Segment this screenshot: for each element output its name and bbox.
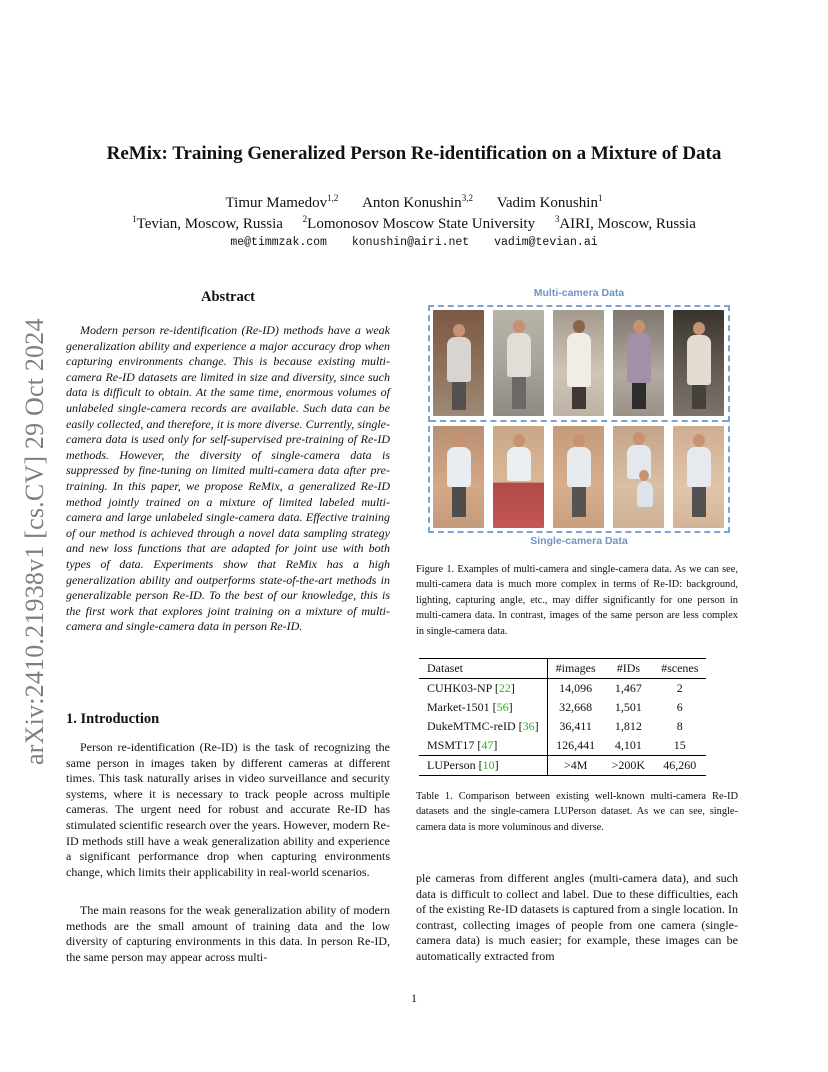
intro-paragraph: The main reasons for the weak generalization ability of modern methods are the small amount of training data and the low diversity of capturing environments in this data. In person Re-ID, the same person may appear across multi- <box>66 903 390 964</box>
multi-camera-photo <box>493 310 544 416</box>
section-heading-introduction: 1. Introduction <box>66 711 160 727</box>
multi-camera-photo <box>553 310 604 416</box>
affiliation: $^1$Tevian, Moscow, Russia <box>132 214 283 232</box>
table-header: Dataset <box>419 659 547 679</box>
affiliation-list <box>0 214 828 233</box>
table-row <box>419 736 706 756</box>
ids-cell: 4,101 <box>614 738 642 752</box>
table-header: #IDs <box>604 659 653 679</box>
author-list <box>0 193 828 212</box>
multi-camera-photo <box>613 310 664 416</box>
images-cell: 126,441 <box>556 738 596 752</box>
scenes-cell: 8 <box>676 719 683 733</box>
figure-divider <box>430 420 728 422</box>
images-cell: 36,411 <box>559 719 592 733</box>
figure-label-single-camera: Single-camera Data <box>530 535 628 547</box>
abstract-heading: Abstract <box>201 289 255 305</box>
datasets-table <box>419 658 706 776</box>
scenes-cell: 15 <box>673 738 686 752</box>
arxiv-identifier: arXiv:2410.21938v1 [cs.CV] 29 Oct 2024 <box>20 318 49 765</box>
citation-link[interactable]: 36 <box>522 719 535 733</box>
scenes-cell: 6 <box>676 700 683 714</box>
single-camera-photo <box>553 426 604 528</box>
abstract-text: Modern person re-identification (Re-ID) methods have a weak generalization ability and experience a major accuracy drop when capturing environments change. This is because existing multi-camera Re-ID datasets are limited in size and diversity, since such data is difficult to obtain. At the same time, enormous volumes of unlabeled single-camera records are available. Such data can be easily collected, and therefore, it is more diverse. Currently, single-camera data is used only for self-supervised pre-training of Re-ID methods. However, the diversity of single-camera data is suppressed by fine-tuning on limited multi-camera data after pre-training. In this paper, we propose ReMix, a generalized Re-ID method jointly trained on a mixture of limited labeled multi-camera and large unlabeled single-camera data. Effective training of our method is achieved through a novel data sampling strategy and new loss functions that are adapted for joint use with both types of data. Experiments show that ReMix has a high generalization ability and outperforms state-of-the-art methods in generalizable person Re-ID. To the best of our knowledge, this is the first work that explores joint training on a mixture of multi-camera and single-camera data in person Re-ID. <box>66 323 390 634</box>
author: Vadim Konushin$^1$ <box>496 193 603 211</box>
dataset-name: MSMT17 [47] <box>419 736 547 756</box>
table-header: #images <box>547 659 604 679</box>
citation-link[interactable]: 56 <box>496 700 509 714</box>
intro-paragraph: Person re-identification (Re-ID) is the task of recognizing the same person in images taken by different cameras at different times. This task naturally arises in video surveillance and security systems, where it is necessary to track people across multiple cameras. The urgent need for robust and accurate Re-ID has stimulated scientific research over the years. However, modern Re-ID methods still have a weak generalization ability and experience a significant performance drop when capturing environments change, which limits their applicability in real-world scenarios. <box>66 740 390 879</box>
figure-caption: Figure 1. Examples of multi-camera and single-camera data. As we can see, multi-camera data is much more complex in terms of Re-ID: background, lighting, capturing angle, etc., may differ significantly for one person in multi-camera data. In contrast, images of the same person are less complex in single-camera data. <box>416 564 738 637</box>
ids-cell: 1,501 <box>614 700 642 714</box>
single-camera-photo <box>433 426 484 528</box>
dataset-name: Market-1501 [56] <box>419 698 547 717</box>
affiliation: $^3$AIRI, Moscow, Russia <box>554 214 696 232</box>
table-row <box>419 698 706 717</box>
table-row <box>419 679 706 699</box>
citation-link[interactable]: 22 <box>498 681 511 695</box>
figure-label-multi-camera: Multi-camera Data <box>533 287 625 299</box>
email-link[interactable]: me@timmzak.com <box>230 236 327 249</box>
dataset-name: LUPerson [10] <box>419 756 547 776</box>
ids-cell: 1,467 <box>614 681 642 695</box>
table-caption: Table 1. Comparison between existing well-known multi-camera Re-ID datasets and the single-camera LUPerson dataset. As we can see, single-camera data is more voluminous and diverse. <box>416 791 738 833</box>
single-camera-photo <box>673 426 724 528</box>
images-cell: 14,096 <box>559 681 593 695</box>
scenes-cell: 2 <box>676 681 683 695</box>
author: Anton Konushin$^{3,2}$ <box>362 193 473 211</box>
table-header-row <box>419 659 706 679</box>
figure-1 <box>428 284 730 552</box>
email-link[interactable]: vadim@tevian.ai <box>494 236 598 249</box>
table-row <box>419 756 706 776</box>
affiliation: $^2$Lomonosov Moscow State University <box>302 214 536 232</box>
page-number: 1 <box>411 991 417 1005</box>
email-list <box>0 236 828 249</box>
images-cell: 32,668 <box>559 700 593 714</box>
paper-title: ReMix: Training Generalized Person Re-identification on a Mixture of Data <box>106 143 722 164</box>
author: Timur Mamedov$^{1,2}$ <box>225 193 339 211</box>
citation-link[interactable]: 10 <box>482 758 495 772</box>
table-row <box>419 717 706 736</box>
scenes-cell: 46,260 <box>653 756 706 776</box>
dataset-name: CUHK03-NP [22] <box>419 679 547 699</box>
citation-link[interactable]: 47 <box>481 738 494 752</box>
ids-cell: 1,812 <box>614 719 642 733</box>
single-camera-photo <box>493 426 544 528</box>
dataset-name: DukeMTMC-reID [36] <box>419 717 547 736</box>
multi-camera-photo <box>433 310 484 416</box>
multi-camera-photo <box>673 310 724 416</box>
body-paragraph: ple cameras from different angles (multi-camera data), and such data is difficult to collect and label. Due to these difficulties, each of the existing Re-ID datasets is captured from a single location. In contrast, collecting images of people from one camera (single-camera data) is much easier; for example, these images can be automatically extracted from <box>416 871 738 963</box>
single-camera-photo <box>613 426 664 528</box>
ids-cell: >200K <box>604 756 653 776</box>
email-link[interactable]: konushin@airi.net <box>351 236 470 249</box>
figure-dashed-frame <box>428 305 730 533</box>
table-header: #scenes <box>653 659 706 679</box>
images-cell: >4M <box>547 756 604 776</box>
